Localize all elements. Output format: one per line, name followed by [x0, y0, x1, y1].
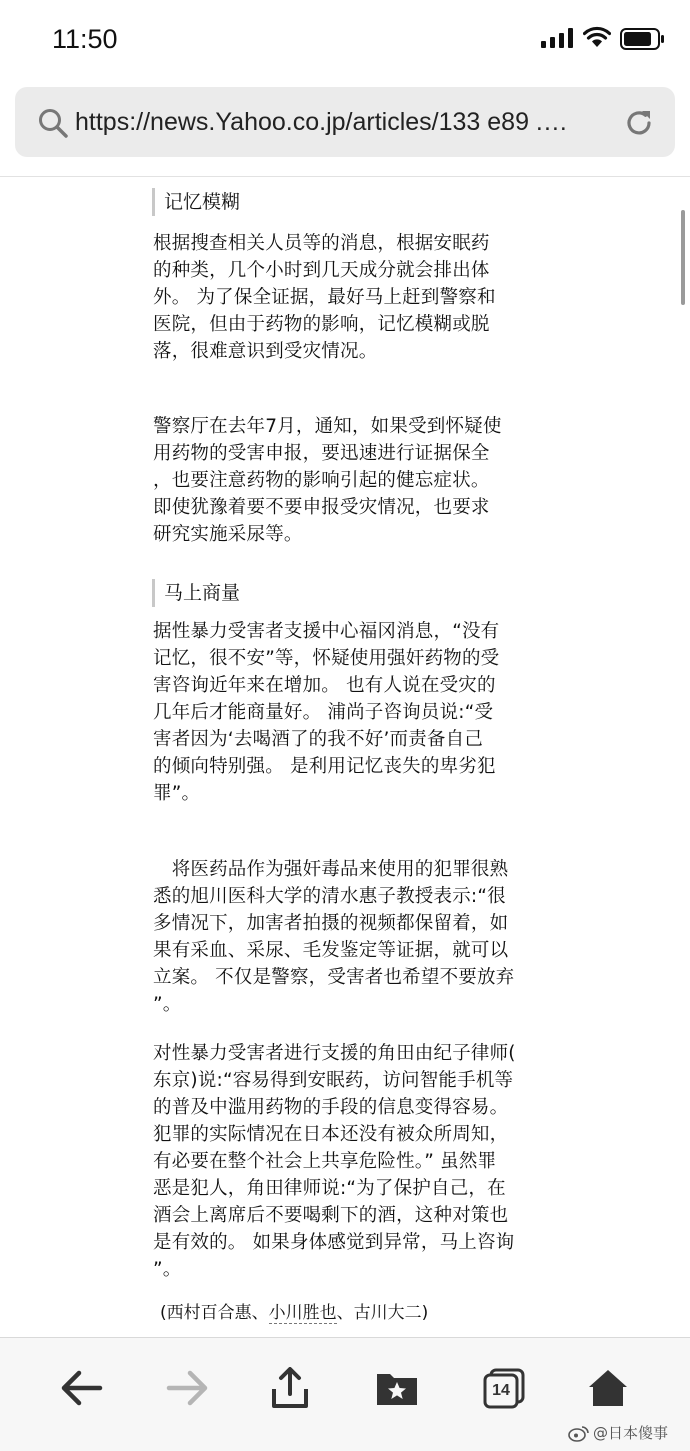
paragraph-line: 悉的旭川医科大学的清水惠子教授表示:“很: [153, 886, 506, 907]
share-icon: [270, 1367, 310, 1409]
home-button[interactable]: [578, 1362, 638, 1414]
paragraph-line: 立案。 不仅是警察，受害者也希望不要放弃: [153, 967, 515, 988]
paragraph-line: 外。 为了保全证据，最好马上赶到警察和: [153, 287, 496, 308]
paragraph-line: 犯罪的实际情况在日本还没有被众所周知，: [153, 1124, 509, 1145]
watermark: [568, 1422, 668, 1443]
paragraph-line: 的普及中滥用药物的手段的信息变得容易。: [153, 1097, 509, 1118]
byline-suffix: 、古川大二): [336, 1303, 429, 1323]
paragraph-line: 记忆，很不安”等，怀疑使用强奸药物的受: [153, 648, 500, 669]
paragraph-line: 多情况下，加害者拍摄的视频都保留着，如: [153, 913, 509, 934]
paragraph-line: 有必要在整个社会上共享危险性。” 虽然罪: [153, 1151, 497, 1172]
byline-author-link[interactable]: 小川胜也: [268, 1303, 337, 1323]
paragraph-line: 即使犹豫着要不要申报受灾情况，也要求: [153, 497, 490, 518]
article-paragraph-4: [153, 856, 543, 1018]
paragraph-line: 是有效的。 如果身体感觉到异常，马上咨询: [153, 1232, 515, 1253]
article-paragraph-5: [153, 1040, 543, 1283]
paragraph-line: 的种类，几个小时到几天成分就会排出体: [153, 260, 490, 281]
paragraph-line: 据性暴力受害者支援中心福冈消息，“没有: [153, 621, 500, 642]
tab-count: 14: [492, 1382, 510, 1399]
paragraph-line: 罪”。: [153, 783, 201, 804]
url-text[interactable]: https://news.Yahoo.co.jp/articles/133 e89 .…: [75, 108, 568, 136]
paragraph-line: 落，很难意识到受灾情况。: [153, 341, 378, 362]
paragraph-line: 的倾向特别强。 是利用记忆丧失的卑劣犯: [153, 756, 496, 777]
paragraph-line: 恶是犯人，角田律师说:“为了保护自己，在: [153, 1178, 506, 1199]
paragraph-line: 研究实施采尿等。: [153, 524, 303, 545]
tabs-button[interactable]: [474, 1362, 534, 1414]
paragraph-line: 害咨询近年来在增加。 也有人说在受灾的: [153, 675, 496, 696]
paragraph-line: 将医药品作为强奸毒品来使用的犯罪很熟: [153, 859, 509, 880]
article-paragraph-1: [153, 230, 543, 365]
paragraph-line: ”。: [153, 1259, 182, 1280]
back-arrow-icon: [60, 1370, 104, 1406]
paragraph-line: 几年后才能商量好。 浦尚子咨询员说:“受: [153, 702, 494, 723]
paragraph-line: 警察厅在去年7月，通知，如果受到怀疑使: [153, 416, 502, 437]
bookmark-folder-icon: [375, 1369, 419, 1407]
paragraph-line: 害者因为‘去喝酒了的我不好’而责备自己: [153, 729, 484, 750]
paragraph-line: 东京)说:“容易得到安眠药，访问智能手机等: [153, 1070, 514, 1091]
weibo-icon: [568, 1424, 590, 1442]
paragraph-line: ，也要注意药物的影响引起的健忘症状。: [153, 470, 490, 491]
paragraph-line: 果有采血、采尿、毛发鉴定等证据，就可以: [153, 940, 509, 961]
back-button[interactable]: [52, 1362, 112, 1414]
section-heading-memory-blur: 记忆模糊: [152, 188, 240, 216]
paragraph-line: 用药物的受害申报，要迅速进行证据保全: [153, 443, 490, 464]
article-paragraph-2: [153, 413, 543, 548]
section-heading-consult-now: 马上商量: [152, 579, 240, 607]
article-byline: [160, 1300, 428, 1326]
home-icon: [587, 1368, 629, 1408]
paragraph-line: 医院，但由于药物的影响，记忆模糊或脱: [153, 314, 490, 335]
status-time: 11:50: [52, 24, 118, 54]
forward-button[interactable]: [157, 1362, 217, 1414]
scrollbar-thumb[interactable]: [681, 210, 685, 305]
paragraph-line: ”。: [153, 994, 182, 1015]
paragraph-line: 对性暴力受害者进行支援的角田由纪子律师(: [153, 1043, 516, 1064]
paragraph-line: 根据搜查相关人员等的消息，根据安眠药: [153, 233, 490, 254]
paragraph-line: 酒会上离席后不要喝剩下的酒，这种对策也: [153, 1205, 509, 1226]
byline-prefix: (西村百合惠、: [160, 1303, 269, 1323]
share-button[interactable]: [260, 1362, 320, 1414]
watermark-text: @日本傻事: [593, 1424, 669, 1442]
article-paragraph-3: [153, 618, 543, 807]
forward-arrow-icon: [165, 1370, 209, 1406]
bookmarks-button[interactable]: [367, 1362, 427, 1414]
